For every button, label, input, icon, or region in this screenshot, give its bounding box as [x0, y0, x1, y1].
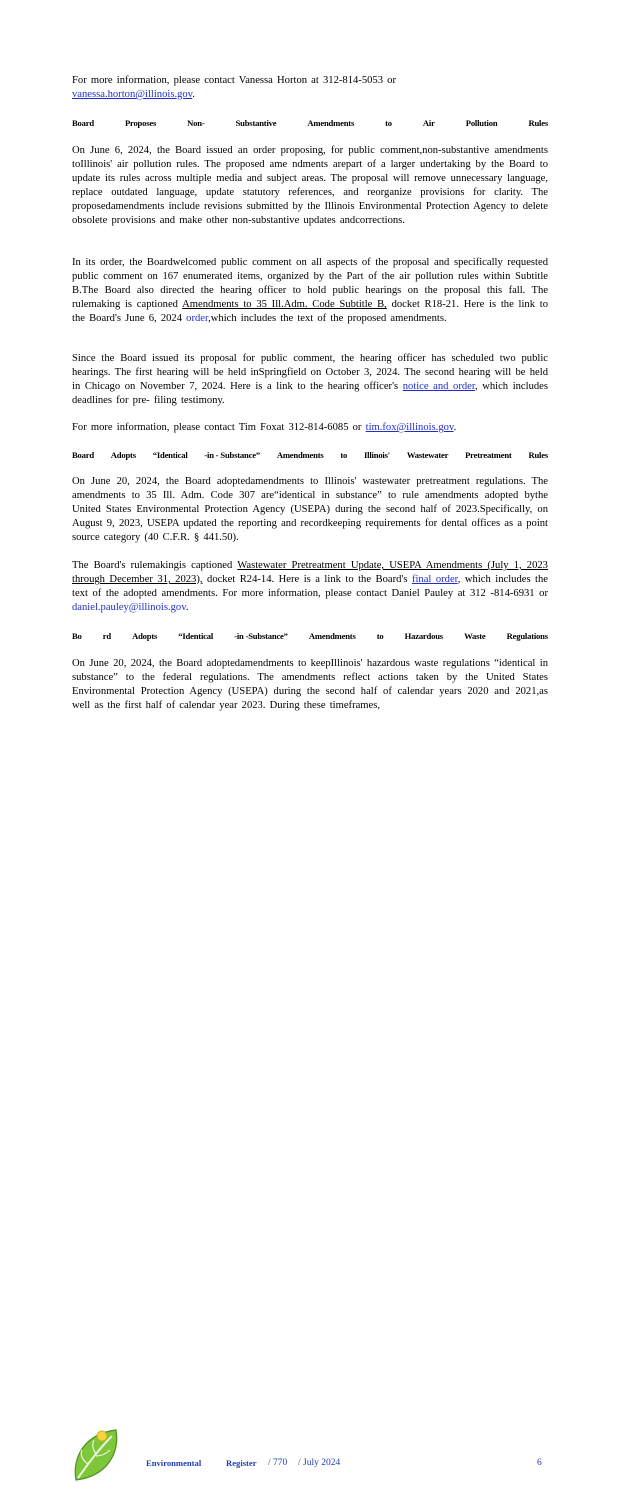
hazardous-paragraph-1: On June 20, 2024, the Board adoptedamendments to keepIllinois' hazardous waste regulations “identical in substance” to the federal regulations. The amendments reflect actions taken by the United States Environmental Protection Agency (USEPA) during the second half of calendar years 2020 and 2021,as well as the first half of calendar year 2023. During these timeframes, — [72, 658, 548, 712]
air-rulemaking-caption: Amendments to 35 Ill.Adm. Code Subtitle B, — [182, 299, 387, 311]
heading-wastewater: Board Adopts “Identical -in - Substance” Amendments to Illinois' Wastewater Pretreatment Rules — [72, 450, 548, 460]
air-order-link[interactable]: order — [186, 313, 209, 325]
final-order-link[interactable]: final order — [411, 574, 458, 586]
contact-vanessa: For more information, please contact Vanessa Horton at 312-814-5053 or vanessa.horton@illinois.gov. — [72, 75, 396, 101]
notice-and-order-link[interactable]: notice and order — [402, 381, 475, 393]
footer-date: / July 2024 — [298, 1458, 341, 1468]
tim-email-link[interactable]: tim.fox@illinois.gov — [365, 422, 454, 433]
daniel-email-link[interactable]: daniel.pauley@illinois.gov — [72, 602, 186, 614]
footer-register: Register — [226, 1458, 257, 1468]
footer-title: Environmental — [146, 1458, 202, 1468]
air-paragraph-2: In its order, the Boardwelcomed public comment on all aspects of the proposal and specifically requested public comment on 167 enumerated items, organized by the Part of the air pollution rules within Subtitle B.The Board also directed the hearing officer to hold public hearings on the proposal this fall. The rulemaking is captioned Amendments to 35 Ill.Adm. Code Subtitle B, docket R18-21. Here is the link to the Board's June 6, 2024 order,which includes the text of the proposed amendments. — [72, 257, 548, 325]
page-number: 6 — [537, 1458, 542, 1468]
page-footer — [0, 712, 618, 1468]
air-paragraph-3: Since the Board issued its proposal for public comment, the hearing officer has scheduled two public hearings. The first hearing will be held inSpringfield on October 3, 2024. The second hearing will be held in Chicago on November 7, 2024. Here is a link to the hearing officer's notice and order, which includes deadlines for pre- filing testimony. — [72, 353, 548, 407]
wastewater-paragraph-2: The Board's rulemakingis captioned Wastewater Pretreatment Update, USEPA Amendments (July 1, 2023 through December 31, 2023), docket R24-14. Here is a link to the Board's final order, which includes the text of the adopted amendments. For more information, please contact Daniel Pauley at 312 -814-6931 or daniel.pauley@illinois.gov. — [72, 560, 548, 614]
contact-text: For more information, please contact Vanessa Horton at 312-814-5053 or — [72, 75, 396, 86]
footer-issue: / 770 — [268, 1458, 288, 1468]
wastewater-rulemaking-caption: Wastewater Pretreatment Update, USEPA Amendments (July 1, 2023 through December 31, 2023), — [72, 560, 548, 586]
heading-hazardous-waste: Bo rd Adopts “Identical -in -Substance” Amendments to Hazardous Waste Regulations — [72, 631, 548, 641]
leaf-logo-icon — [68, 1424, 130, 1491]
air-paragraph-1: On June 6, 2024, the Board issued an order proposing, for public comment,non-substantive amendments toIllinois' air pollution rules. The proposed ame ndments arepart of a larger undertaking by the Board to update its rules across multiple media and subject areas. The proposal will remove unnecessary language, replace outdated language, update statutory references, and reorganize provisions for clarity. The proposedamendments include revisions submitted by the Illinois Environmental Protection Agency to delete obsolete provisions and make other non-substantive updates andcorrections. — [72, 145, 548, 227]
heading-air-pollution: Board Proposes Non- Substantive Amendments to Air Pollution Rules — [72, 118, 548, 128]
wastewater-paragraph-1: On June 20, 2024, the Board adoptedamendments to Illinois' wastewater pretreatment regulations. The amendments to 35 Ill. Adm. Code 307 are“identical in substance” to rule amendments adopted bythe United States Environmental Protection Agency (USEPA) during the second half of 2023.Specifically, on August 9, 2023, USEPA updated the reporting and recordkeeping requirements for dental offices as a point source category (40 C.F.R. § 441.50). — [72, 476, 548, 544]
contact-tim: For more information, please contact Tim Foxat 312-814-6085 or tim.fox@illinois.gov. — [72, 422, 457, 433]
vanessa-email-link[interactable]: vanessa.horton@illinois.gov — [72, 89, 193, 101]
